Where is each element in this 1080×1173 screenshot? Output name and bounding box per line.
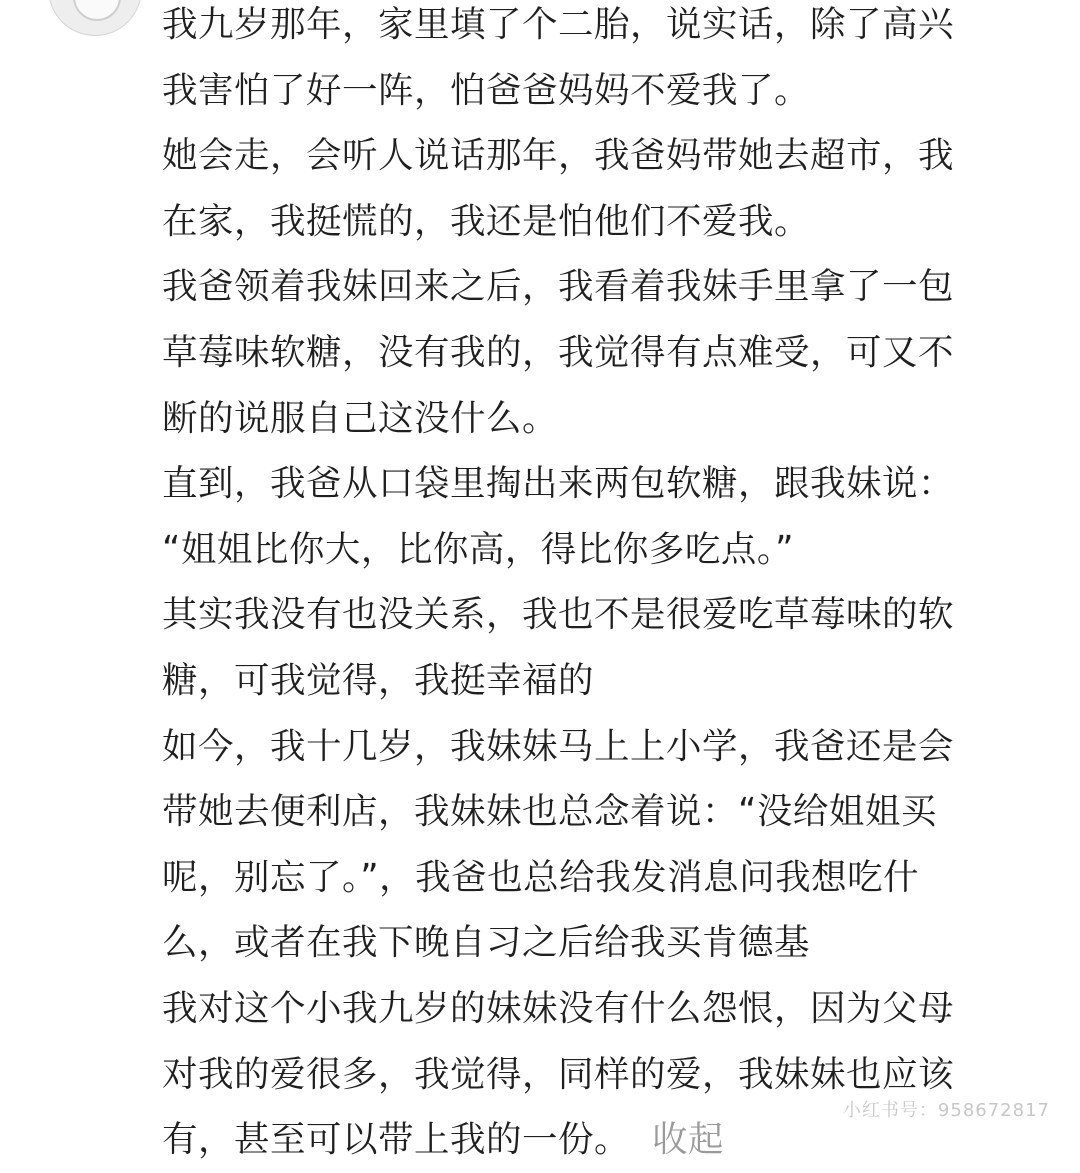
comment-line: 她会走，会听人说话那年，我爸妈带她去超市，我 <box>162 135 955 177</box>
comment-line-text: 有，甚至可以带上我的一份。 <box>162 1119 631 1161</box>
comment-line: 草莓味软糖，没有我的，我觉得有点难受，可又不 <box>162 331 955 373</box>
comment-line: 断的说服自己这没什么。 <box>162 397 559 439</box>
comment-line: 么，或者在我下晚自习之后给我买肯德基 <box>162 922 811 964</box>
comment-line: “姐姐比你大，比你高，得比你多吃点。” <box>162 528 795 570</box>
comment-line: 糖，可我觉得，我挺幸福的 <box>162 659 595 701</box>
avatar[interactable] <box>48 0 142 36</box>
comment-line: 呢，别忘了。”，我爸也总给我发消息问我想吃什 <box>162 856 920 898</box>
comment-line: 带她去便利店，我妹妹也总念着说：“没给姐姐买 <box>162 791 937 833</box>
comment-line: 我害怕了好一阵，怕爸爸妈妈不爱我了。 <box>162 69 811 111</box>
collapse-button[interactable]: 收起 <box>652 1119 725 1161</box>
watermark: 小红书号：958672817 <box>842 1100 1050 1121</box>
comment-line: 在家，我挺慌的，我还是怕他们不爱我。 <box>162 200 811 242</box>
comment-line: 我九岁那年，家里填了个二胎，说实话，除了高兴 <box>162 4 955 45</box>
comment-line: 直到，我爸从口袋里掏出来两包软糖，跟我妹说： <box>162 463 955 505</box>
comment-line: 我爸领着我妹回来之后，我看着我妹手里拿了一包 <box>162 266 955 308</box>
comment-line: 如今，我十几岁，我妹妹马上上小学，我爸还是会 <box>162 725 955 767</box>
comment-body <box>162 0 1042 1173</box>
comment-line: 对我的爱很多，我觉得，同样的爱，我妹妹也应该 <box>162 1053 955 1095</box>
avatar-image <box>73 0 121 21</box>
comment-line: 其实我没有也没关系，我也不是很爱吃草莓味的软 <box>162 594 955 636</box>
comment-line: 我对这个小我九岁的妹妹没有什么怨恨，因为父母 <box>162 987 955 1029</box>
